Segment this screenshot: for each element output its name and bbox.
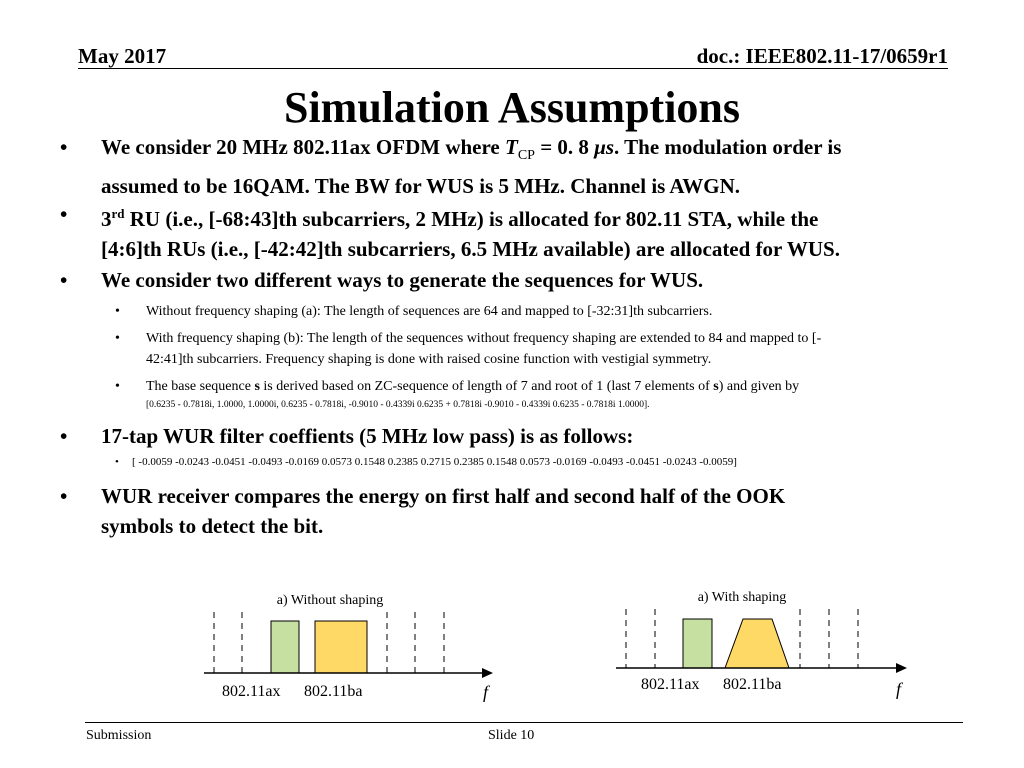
bullet-1-text-c: assumed to be 16QAM. The BW for WUS is 5 MHz. Channel is AWGN. bbox=[101, 174, 741, 199]
label-802-11ba: 802.11ba bbox=[723, 676, 782, 693]
footer-rule bbox=[85, 722, 963, 723]
band-802-11ax bbox=[271, 621, 299, 673]
bullet-2-text-a: RU (i.e., [-68:43]th subcarriers, 2 MHz) is allocated for 802.11 STA, while the bbox=[124, 207, 819, 231]
bullet-4-text: 17-tap WUR filter coeffients (5 MHz low pass) is as follows: bbox=[101, 424, 634, 448]
symbol-s: s bbox=[254, 379, 260, 394]
band-802-11ba bbox=[315, 621, 367, 673]
bullet-5-text-a: WUR receiver compares the energy on first half and second half of the OOK bbox=[101, 484, 786, 508]
bullet-marker: • bbox=[60, 202, 68, 226]
slide-number: Slide 10 bbox=[488, 728, 535, 743]
label-802-11ba: 802.11ba bbox=[304, 683, 363, 700]
sub-bullet-3-text-b: is derived based on ZC-sequence of length of 7 and root of 1 (last 7 elements of bbox=[259, 379, 714, 394]
bullet-2-sup: rd bbox=[111, 206, 125, 221]
header-rule bbox=[78, 68, 948, 69]
bullet-2-num: 3 bbox=[101, 207, 112, 231]
band-802-11ba-shaped bbox=[725, 619, 789, 668]
sub-bullet-marker: • bbox=[115, 331, 120, 346]
base-sequence: [0.6235 - 0.7818i, 1.0000, 1.0000i, 0.6235 - 0.7818i, -0.9010 - 0.4339i 0.6235 + 0.7818i -0.9010 - 0.4339i 0.6235 - 0.7818i 1.0000]. bbox=[146, 400, 650, 410]
bullet-1-text-a: We consider 20 MHz 802.11ax OFDM where bbox=[101, 135, 506, 159]
axis-label-f: f bbox=[896, 679, 902, 699]
bullet-5-text-b: symbols to detect the bit. bbox=[101, 514, 324, 538]
math-t-cp: $T_{CP} = 0$. 8 μs bbox=[505, 135, 615, 164]
bullet-1-text-b: . The modulation order is bbox=[614, 135, 842, 159]
bullet-marker: • bbox=[60, 424, 68, 448]
sub-bullet-1-text: Without frequency shaping (a): The length of sequences are 64 and mapped to [-32:31]th subcarriers. bbox=[146, 304, 713, 319]
slide-title: Simulation Assumptions bbox=[283, 83, 741, 132]
sub-bullet-3-text-a: The base sequence bbox=[146, 379, 255, 394]
sub-bullet-marker: • bbox=[115, 456, 119, 468]
label-802-11ax: 802.11ax bbox=[222, 683, 281, 700]
sub-bullet-3-text-c: ) and given by bbox=[718, 379, 800, 394]
diagram-b-caption: a) With shaping bbox=[697, 590, 787, 605]
diagram-without-shaping bbox=[200, 585, 510, 705]
bullet-marker: • bbox=[60, 135, 68, 159]
bullet-3-text: We consider two different ways to generate the sequences for WUS. bbox=[101, 268, 704, 292]
axis-arrow-icon bbox=[896, 663, 907, 673]
sub-bullet-2-text-b: 42:41]th subcarriers. Frequency shaping is done with raised cosine function with vestigial symmetry. bbox=[146, 352, 712, 367]
header-doc-id: doc.: IEEE802.11-17/0659r1 bbox=[696, 44, 948, 68]
bullet-marker: • bbox=[60, 268, 68, 292]
bullet-2-text-b: [4:6]th RUs (i.e., [-42:42]th subcarriers, 6.5 MHz available) are allocated for WUS. bbox=[101, 237, 840, 261]
label-802-11ax: 802.11ax bbox=[641, 676, 700, 693]
footer-submission: Submission bbox=[86, 728, 152, 743]
axis-label-f: f bbox=[483, 682, 489, 702]
diagram-with-shaping bbox=[612, 582, 922, 702]
sub-bullet-marker: • bbox=[115, 379, 120, 394]
filter-coefficients: [ -0.0059 -0.0243 -0.0451 -0.0493 -0.0169 0.0573 0.1548 0.2385 0.2715 0.2385 0.1548 0.0573 -0.0169 -0.0493 -0.0451 -0.0243 -0.0059] bbox=[132, 456, 737, 468]
axis-arrow-icon bbox=[482, 668, 493, 678]
bullet-marker: • bbox=[60, 484, 68, 508]
header-date: May 2017 bbox=[78, 44, 167, 68]
band-802-11ax bbox=[683, 619, 712, 668]
diagram-a-caption: a) Without shaping bbox=[276, 593, 384, 608]
sub-bullet-marker: • bbox=[115, 304, 120, 319]
sub-bullet-2-text-a: With frequency shaping (b): The length of the sequences without frequency shaping are extended to 84 and mapped to [- bbox=[146, 331, 822, 346]
symbol-s: s bbox=[713, 379, 719, 394]
